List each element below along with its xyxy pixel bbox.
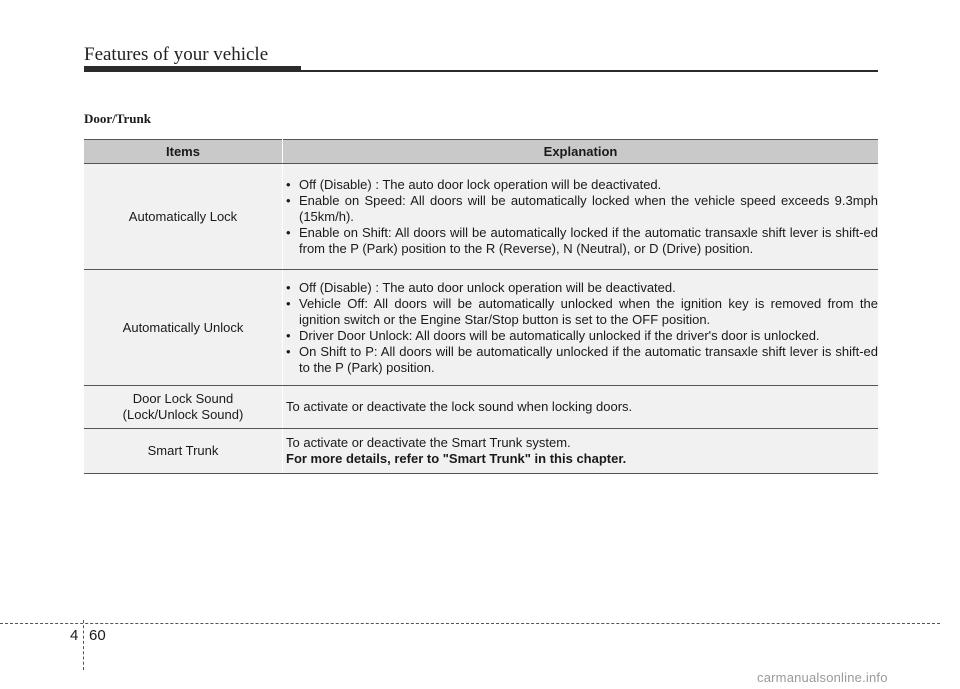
bullet-text: Off (Disable) : The auto door lock operation will be deactivated. (299, 176, 662, 192)
list-item (286, 328, 878, 344)
explanation-door-lock-sound: To activate or deactivate the lock sound when locking doors. (283, 386, 879, 429)
bullet-text: Enable on Speed: All doors will be automatically locked when the vehicle speed exceeds 9.3mph (15km/h). (299, 192, 878, 224)
header-title: Features of your vehicle (84, 44, 269, 65)
item-label-line: (Lock/Unlock Sound) (122, 407, 244, 422)
bullet-text: Enable on Shift: All doors will be automatically locked if the automatic transaxle shift lever is shift-ed from the P (Park) position to the R (Reverse), N (Neutral), or D (Drive) position. (299, 224, 878, 256)
reference-note: For more details, refer to "Smart Trunk" in this chapter. (286, 451, 627, 466)
footer-divider (83, 620, 84, 670)
item-label-line: Door Lock Sound (132, 391, 234, 406)
bullet-text: Off (Disable) : The auto door unlock operation will be deactivated. (299, 279, 676, 295)
bullet-text: On Shift to P: All doors will be automatically unlocked if the automatic transaxle shift lever is shift-ed to the P (Park) position. (299, 343, 878, 375)
list-item (286, 344, 878, 376)
item-automatically-unlock: Automatically Unlock (84, 270, 283, 386)
column-header-explanation: Explanation (283, 140, 879, 164)
header-rule (84, 70, 878, 72)
bullet-icon: • (286, 343, 291, 359)
list-item (286, 177, 878, 193)
table-row (84, 164, 878, 270)
watermark-text: carmanualsonline.info (757, 670, 888, 685)
list-item (286, 280, 878, 296)
list-item (286, 193, 878, 225)
table-header-row (84, 140, 878, 164)
explanation-text: To activate or deactivate the Smart Trunk system. (286, 435, 571, 450)
bullet-icon: • (286, 176, 291, 192)
item-door-lock-sound (84, 386, 283, 429)
item-smart-trunk: Smart Trunk (84, 429, 283, 474)
page-number: 60 (89, 627, 106, 644)
door-trunk-table (84, 139, 878, 474)
column-header-items: Items (84, 140, 283, 164)
footer-rule (0, 623, 940, 624)
list-item (286, 296, 878, 328)
bullet-icon: • (286, 192, 291, 208)
chapter-number: 4 (70, 627, 79, 644)
explanation-automatically-lock (283, 164, 879, 270)
bullet-icon: • (286, 279, 291, 295)
explanation-automatically-unlock (283, 270, 879, 386)
explanation-smart-trunk (283, 429, 879, 474)
list-item (286, 225, 878, 257)
bullet-list (286, 280, 878, 376)
bullet-text: Vehicle Off: All doors will be automatically unlocked when the ignition key is removed from the ignition switch or the Engine Star/Stop button is set to the OFF position. (299, 295, 878, 327)
table-row (84, 429, 878, 474)
table-row (84, 270, 878, 386)
section-title: Door/Trunk (84, 111, 151, 126)
bullet-icon: • (286, 327, 291, 343)
item-automatically-lock: Automatically Lock (84, 164, 283, 270)
bullet-text: Driver Door Unlock: All doors will be automatically unlocked if the driver's door is unlocked. (299, 327, 820, 343)
table-row (84, 386, 878, 429)
bullet-icon: • (286, 295, 291, 311)
bullet-icon: • (286, 224, 291, 240)
bullet-list (286, 177, 878, 257)
